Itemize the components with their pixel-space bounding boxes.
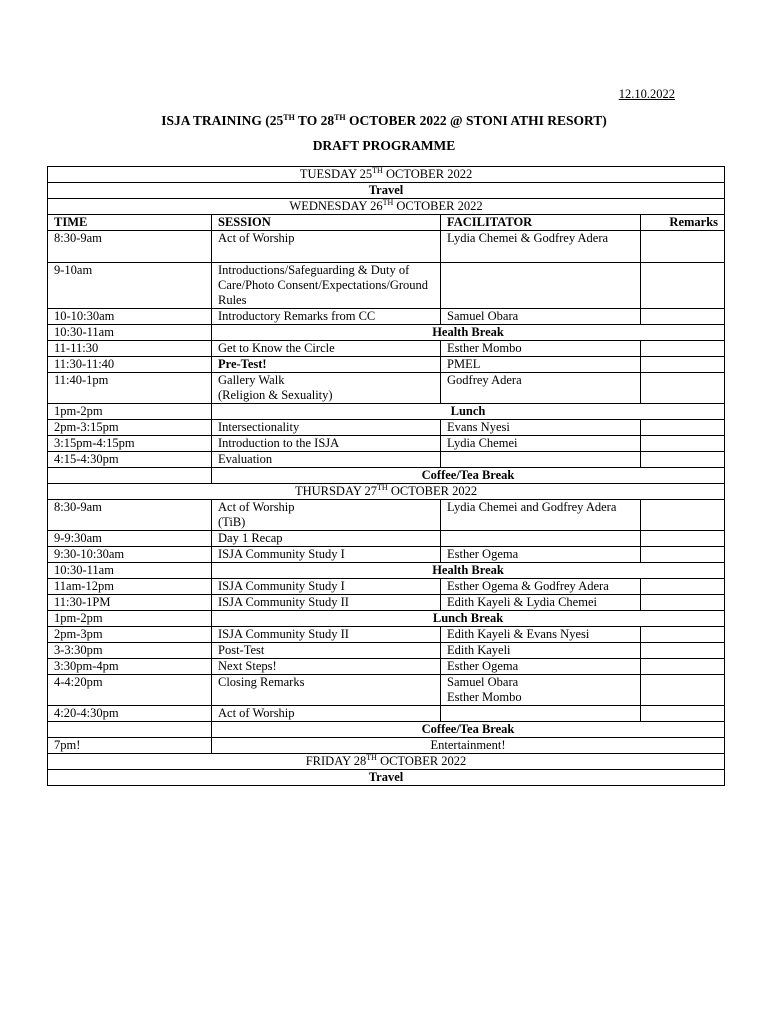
day-header-thursday: THURSDAY 27TH OCTOBER 2022 <box>48 484 725 500</box>
programme-table <box>47 166 725 786</box>
table-row: 11-11:30 Get to Know the Circle Esther Mombo <box>48 341 725 357</box>
header-session: SESSION <box>212 215 441 231</box>
column-headers <box>48 215 725 231</box>
table-row: 10-10:30am Introductory Remarks from CC Samuel Obara <box>48 309 725 325</box>
entertainment-row: 7pm! Entertainment! <box>48 738 725 754</box>
table-row: 4:20-4:30pm Act of Worship <box>48 706 725 722</box>
break-row: Coffee/Tea Break <box>48 468 725 484</box>
table-row: 11:30-1PM ISJA Community Study II Edith Kayeli & Lydia Chemei <box>48 595 725 611</box>
table-row: 3:30pm-4pm Next Steps! Esther Ogema <box>48 659 725 675</box>
travel-row: Travel <box>48 770 725 786</box>
break-row: 1pm-2pm Lunch <box>48 404 725 420</box>
header-remarks: Remarks <box>641 215 725 231</box>
header-facilitator: FACILITATOR <box>441 215 641 231</box>
table-row: 11am-12pm ISJA Community Study I Esther Ogema & Godfrey Adera <box>48 579 725 595</box>
table-row: 11:40-1pm Gallery Walk (Religion & Sexuality) Godfrey Adera <box>48 373 725 404</box>
header-time: TIME <box>48 215 212 231</box>
table-row: 11:30-11:40 Pre-Test! PMEL <box>48 357 725 373</box>
table-row: 4-4:20pm Closing Remarks Samuel Obara Esther Mombo <box>48 675 725 706</box>
day-header-tuesday: TUESDAY 25TH OCTOBER 2022 <box>48 167 725 183</box>
break-row: 10:30-11am Health Break <box>48 325 725 341</box>
document-subtitle: DRAFT PROGRAMME <box>312 138 456 153</box>
table-row: 9-9:30am Day 1 Recap <box>48 531 725 547</box>
table-row: 3-3:30pm Post-Test Edith Kayeli <box>48 643 725 659</box>
table-row: 2pm-3:15pm Intersectionality Evans Nyesi <box>48 420 725 436</box>
table-row: 4:15-4:30pm Evaluation <box>48 452 725 468</box>
break-row: 10:30-11am Health Break <box>48 563 725 579</box>
document-date: 12.10.2022 <box>618 87 675 101</box>
travel-row: Travel <box>48 183 725 199</box>
table-row: 3:15pm-4:15pm Introduction to the ISJA Lydia Chemei <box>48 436 725 452</box>
table-row: 9-10am Introductions/Safeguarding & Duty of Care/Photo Consent/Expectations/Ground Rules <box>48 263 725 309</box>
day-header-friday: FRIDAY 28TH OCTOBER 2022 <box>48 754 725 770</box>
document-title: ISJA TRAINING (25TH TO 28TH OCTOBER 2022 @ STONI ATHI RESORT) <box>161 113 607 128</box>
table-row: 8:30-9am Act of Worship (TiB) Lydia Chemei and Godfrey Adera <box>48 500 725 531</box>
day-header-wednesday: WEDNESDAY 26TH OCTOBER 2022 <box>48 199 725 215</box>
break-row: 1pm-2pm Lunch Break <box>48 611 725 627</box>
table-row: 9:30-10:30am ISJA Community Study I Esther Ogema <box>48 547 725 563</box>
table-row: 2pm-3pm ISJA Community Study II Edith Kayeli & Evans Nyesi <box>48 627 725 643</box>
break-row: Coffee/Tea Break <box>48 722 725 738</box>
table-row: 8:30-9am Act of Worship Lydia Chemei & Godfrey Adera <box>48 231 725 263</box>
